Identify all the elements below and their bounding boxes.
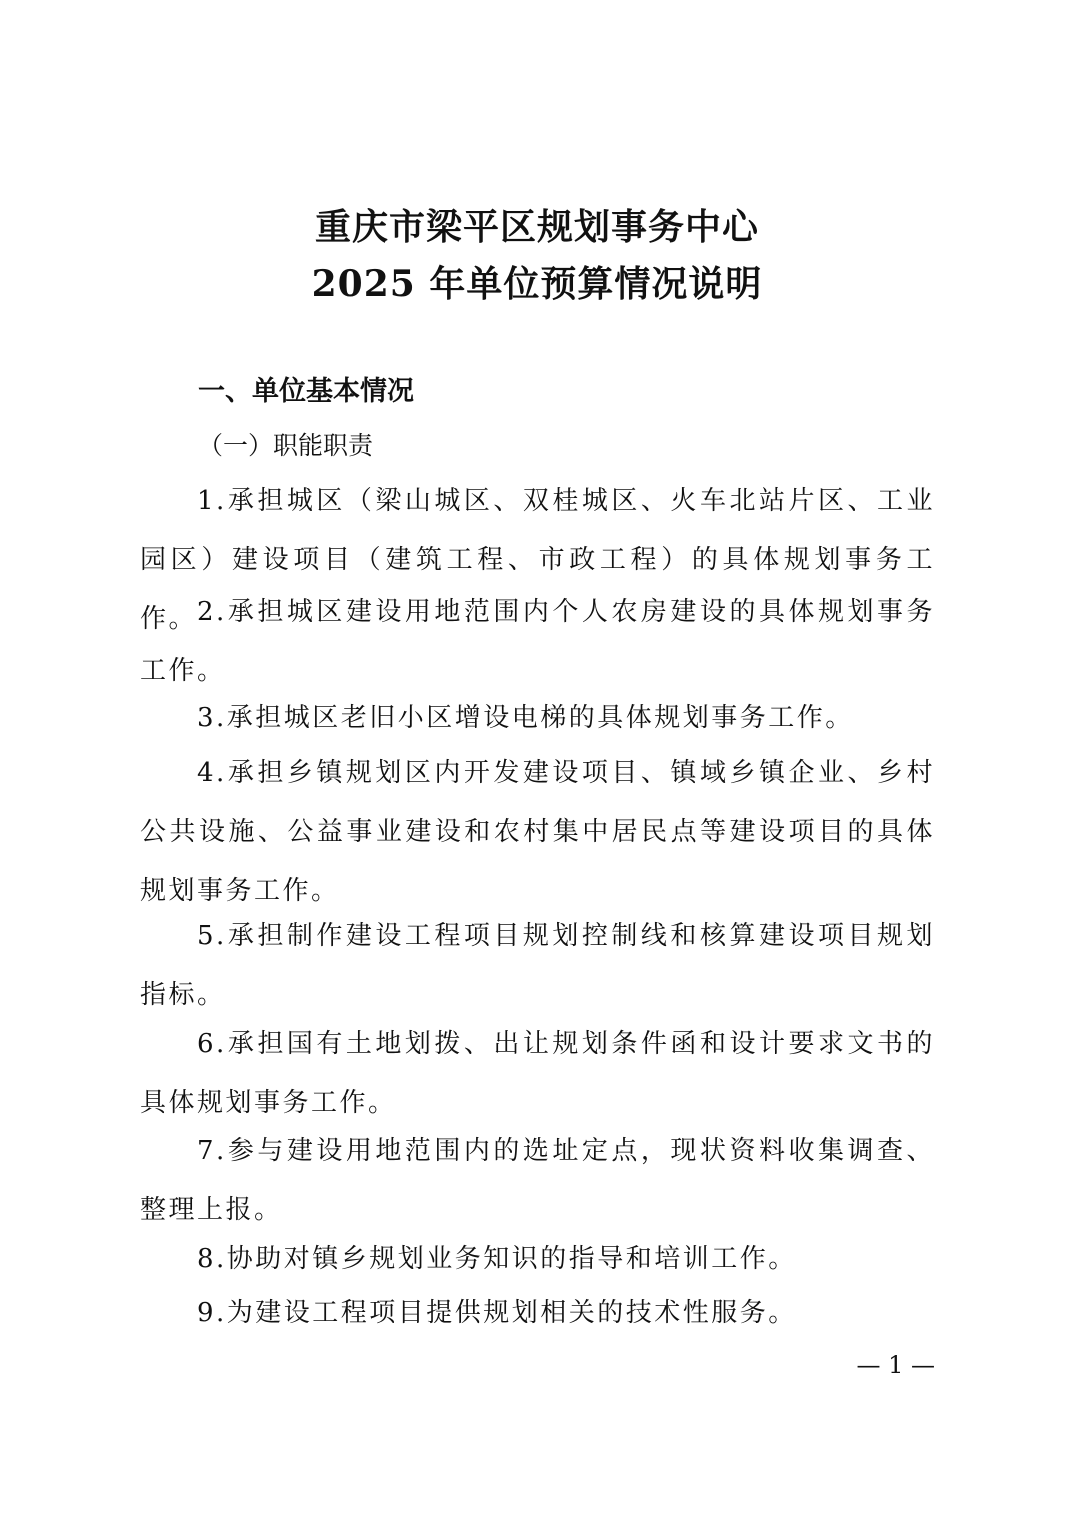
duty-item-3: 3.承担城区老旧小区增设电梯的具体规划事务工作。 <box>197 703 854 733</box>
duty-item-9: 9.为建设工程项目提供规划相关的技术性服务。 <box>197 1298 797 1328</box>
section-heading: 一、单位基本情况 <box>198 376 414 407</box>
duty-item-4: 4.承担乡镇规划区内开发建设项目、镇域乡镇企业、乡村公共设施、公益事业建设和农村集中居民点等建设项目的具体规划事务工作。 <box>140 758 935 906</box>
page-number: — 1 — <box>856 1351 935 1379</box>
document-title-line-2: 2025 年单位预算情况说明 <box>311 263 763 305</box>
document-title-line-1: 重庆市梁平区规划事务中心 <box>314 206 759 248</box>
duty-item-7: 7.参与建设用地范围内的选址定点，现状资料收集调查、整理上报。 <box>140 1136 935 1225</box>
duty-item-2: 2.承担城区建设用地范围内个人农房建设的具体规划事务工作。 <box>140 597 935 686</box>
duty-item-8: 8.协助对镇乡规划业务知识的指导和培训工作。 <box>197 1244 797 1274</box>
duty-item-6: 6.承担国有土地划拨、出让规划条件函和设计要求文书的具体规划事务工作。 <box>140 1029 935 1118</box>
duty-item-1: 1.承担城区（梁山城区、双桂城区、火车北站片区、工业园区）建设项目（建筑工程、市政工程）的具体规划事务工作。 <box>140 486 935 634</box>
subsection-heading: （一）职能职责 <box>198 431 374 460</box>
duty-item-5: 5.承担制作建设工程项目规划控制线和核算建设项目规划指标。 <box>140 921 935 1010</box>
